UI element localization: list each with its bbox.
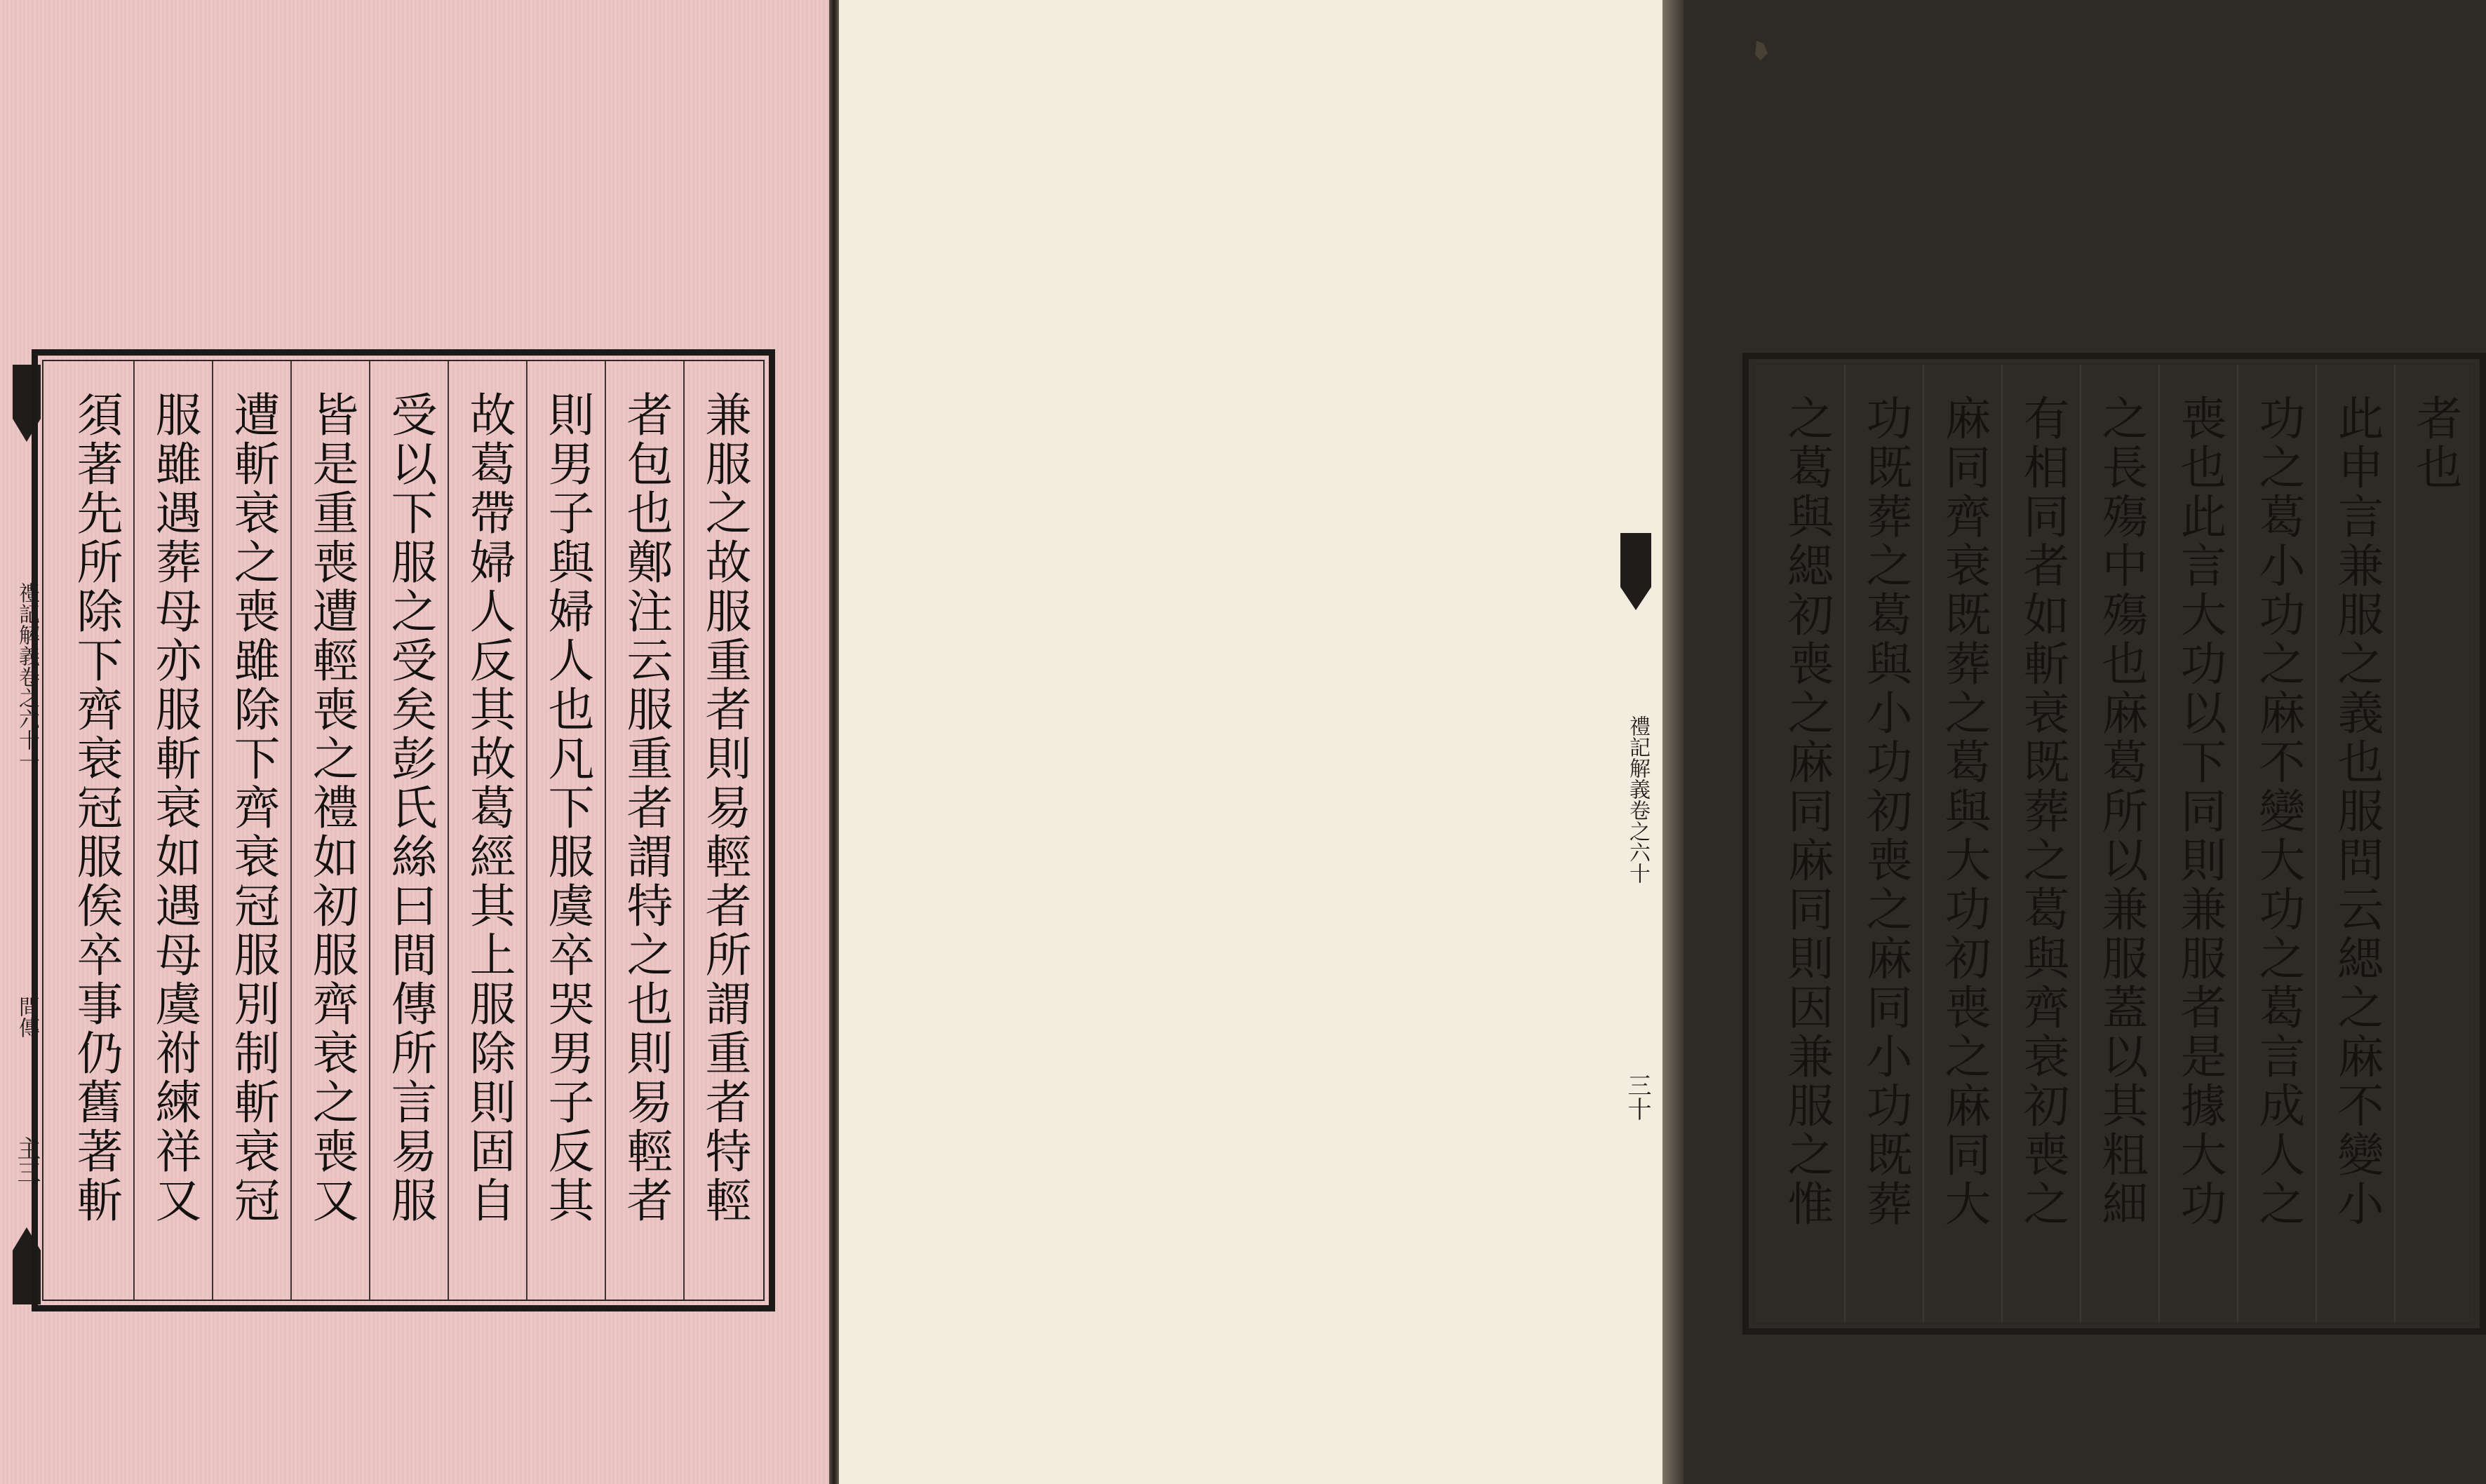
column-text: 受以下服之受矣彭氏絲曰間傳所言易服 <box>383 391 437 1225</box>
column-text: 喪也此言大功以下同則兼服者是據大功 <box>2172 394 2226 1229</box>
book-edge <box>1662 0 1684 1484</box>
column-text: 此申言兼服之義也服問云緦之麻不變小 <box>2330 394 2384 1229</box>
text-column <box>2080 365 2160 1323</box>
text-column <box>369 361 449 1300</box>
text-column <box>683 361 763 1300</box>
text-column <box>526 361 606 1300</box>
column-text: 服雖遇葬母亦服斬衰如遇母虞祔練祥又 <box>147 391 201 1225</box>
column-text: 有相同者如斬衰既葬之葛與齊衰初喪之 <box>2015 394 2069 1229</box>
left-heart-chapter: 間傳 <box>15 996 39 1038</box>
right-page-center-column <box>1620 365 1651 1333</box>
text-column <box>2237 365 2317 1323</box>
column-text: 兼服之故服重者則易輕者所謂重者特輕 <box>697 391 751 1225</box>
left-page-number: 主三 <box>13 1136 41 1184</box>
text-column <box>2158 365 2238 1323</box>
column-text: 者包也鄭注云服重者謂特之也則易輕者 <box>619 391 673 1225</box>
fish-tail-top-icon <box>1620 533 1651 610</box>
text-column <box>290 361 370 1300</box>
text-column <box>605 361 685 1300</box>
right-page-number: 三十 <box>1623 1073 1651 1121</box>
column-text: 須著先所除下齊衰冠服俟卒事仍舊著斬 <box>69 391 123 1225</box>
text-column <box>2394 365 2474 1323</box>
text-column <box>448 361 528 1300</box>
column-text: 之葛與緦初喪之麻同麻同則因兼服之惟 <box>1780 394 1834 1229</box>
column-text: 功之葛小功之麻不變大功之葛言成人之 <box>2251 394 2305 1229</box>
text-column <box>1844 365 1924 1323</box>
column-text: 功既葬之葛與小功初喪之麻同小功既葬 <box>1858 394 1912 1229</box>
wormhole-mark-icon <box>1751 39 1772 65</box>
text-column <box>56 361 135 1300</box>
text-column <box>133 361 213 1300</box>
text-column <box>2316 365 2396 1323</box>
text-column <box>1923 365 2003 1323</box>
text-column <box>2001 365 2081 1323</box>
column-text: 故葛帶婦人反其故葛經其上服除則固自 <box>462 391 516 1225</box>
column-text: 者也 <box>2408 394 2462 492</box>
left-text-frame <box>32 349 775 1311</box>
text-column <box>1767 365 1846 1323</box>
left-column-grid <box>42 360 765 1301</box>
right-page <box>839 0 2462 1484</box>
right-heart-title: 禮記解義卷之六十 <box>1625 715 1650 884</box>
left-page <box>0 0 829 1484</box>
column-text: 之長殤中殤也麻葛所以兼服蓋以其粗細 <box>2094 394 2148 1229</box>
text-column <box>212 361 292 1300</box>
column-text: 皆是重喪遭輕喪之禮如初服齊衰之喪又 <box>304 391 358 1225</box>
left-heart-title: 禮記解義卷之六十一 <box>15 582 39 771</box>
column-text: 麻同齊衰既葬之葛與大功初喪之麻同大 <box>1937 394 1991 1229</box>
right-column-grid <box>1753 363 2475 1324</box>
column-text: 則男子與婦人也凡下服虞卒哭男子反其 <box>540 391 594 1225</box>
column-text: 遭斬衰之喪雖除下齊衰冠服別制斬衰冠 <box>226 391 280 1225</box>
right-text-frame <box>1742 353 2486 1335</box>
book-spine <box>829 0 839 1484</box>
